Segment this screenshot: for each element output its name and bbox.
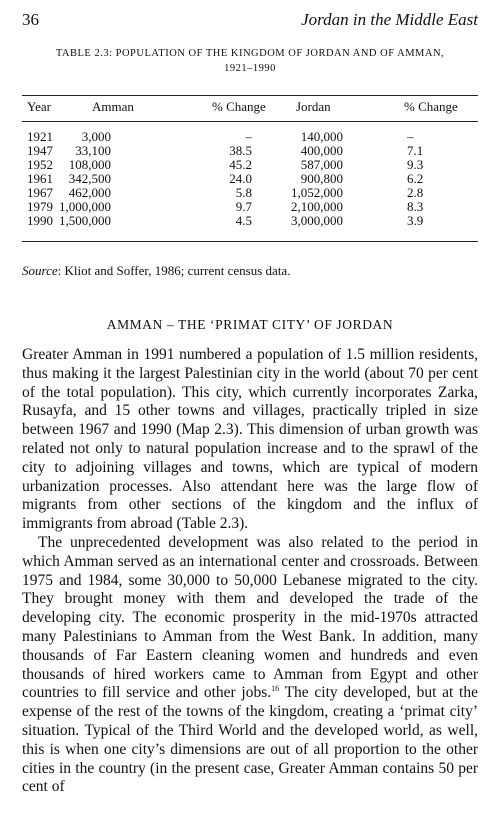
column-header-jordan: Jordan <box>296 99 331 114</box>
table-source-note <box>22 263 478 279</box>
cell-jordan: 1,052,000 <box>291 185 343 200</box>
cell-jordan: 140,000 <box>300 129 343 144</box>
column-header-amman: Amman <box>92 99 134 114</box>
page-number: 36 <box>22 10 39 29</box>
running-title: Jordan in the Middle East <box>301 10 478 29</box>
table-caption-line: TABLE 2.3: POPULATION OF THE KINGDOM OF JORDAN AND OF AMMAN, <box>55 48 445 59</box>
source-text: : Kliot and Soffer, 1986; current census data. <box>57 263 291 278</box>
cell-amman-change: 24.0 <box>229 171 252 186</box>
cell-year: 1921 <box>27 129 53 144</box>
table-row <box>22 200 478 214</box>
cell-amman: 1,500,000 <box>59 213 111 228</box>
cell-jordan: 400,000 <box>300 143 343 158</box>
table-row <box>22 172 478 186</box>
cell-amman: 1,000,000 <box>59 199 111 214</box>
column-header-jordan-change: % Change <box>404 99 458 114</box>
cell-amman: 108,000 <box>68 157 111 172</box>
cell-amman-change: 5.8 <box>235 185 252 200</box>
table-header-row <box>22 99 478 115</box>
cell-jordan-change: – <box>407 129 414 144</box>
cell-amman: 3,000 <box>81 129 111 144</box>
cell-year: 1979 <box>27 199 53 214</box>
cell-amman: 462,000 <box>68 185 111 200</box>
cell-year: 1961 <box>27 171 53 186</box>
footnote-reference: 16 <box>271 684 280 694</box>
table-top-rule <box>22 95 478 96</box>
cell-year: 1952 <box>27 157 53 172</box>
cell-jordan: 900,800 <box>300 171 343 186</box>
paragraph <box>22 534 478 797</box>
cell-jordan-change: 7.1 <box>407 143 424 158</box>
table-row <box>22 130 478 144</box>
cell-amman-change: 9.7 <box>235 199 252 214</box>
table-header-rule <box>22 121 478 122</box>
table-caption <box>30 46 470 76</box>
page-header <box>22 10 478 32</box>
cell-jordan-change: 6.2 <box>407 171 424 186</box>
table-row <box>22 214 478 228</box>
cell-jordan: 587,000 <box>300 157 343 172</box>
table-caption-years: 1921–1990 <box>224 63 276 74</box>
paragraph: Greater Amman in 1991 numbered a population of 1.5 million residents, thus making it the largest Palestinian city in the world (about 70 per cent of the total population). This city, which currently incorporates Zarka, Rusayfa, and 15 other towns and villages, practically tripled in size between 1967 and 1990 (Map 2.3). This dimension of urban growth was related not only to natural population increase and to the sprawl of the city to adjoining villages and towns, which are typical of modern urbanization processes. Also attendant here was the large flow of migrants from other sections of the kingdom and the influx of immigrants from abroad (Table 2.3). <box>22 346 478 533</box>
table-row <box>22 144 478 158</box>
cell-jordan-change: 9.3 <box>407 157 424 172</box>
cell-amman-change: 38.5 <box>229 143 252 158</box>
cell-amman-change: 4.5 <box>235 213 252 228</box>
column-header-amman-change: % Change <box>212 99 266 114</box>
body-text <box>22 346 478 797</box>
cell-jordan-change: 3.9 <box>407 213 424 228</box>
cell-jordan-change: 8.3 <box>407 199 424 214</box>
cell-year: 1947 <box>27 143 53 158</box>
section-heading: AMMAN – THE ‘PRIMAT CITY’ OF JORDAN <box>106 317 394 332</box>
cell-year: 1990 <box>27 213 53 228</box>
cell-amman: 33,100 <box>75 143 111 158</box>
table-row <box>22 158 478 172</box>
column-header-year: Year <box>27 99 51 114</box>
source-label: Source <box>22 263 58 278</box>
table-bottom-rule <box>22 241 478 242</box>
paragraph-text: The unprecedented development was also related to the period in which Amman served as an international center and crossroads. Between 1975 and 1984, some 30,000 to 50,000 Lebanese migrated to the city. They brought money with them and developed the trade of the developing city. The economic prosperity in the mid-1970s attracted many Palestinians to Amman from the West Bank. In addition, many thousands of Far Eastern cleaning women and hundreds and even thousands of hired workers came to Amman from Egypt and other countries to fill service and other jobs. <box>22 533 478 702</box>
cell-amman-change: – <box>245 129 252 144</box>
cell-year: 1967 <box>27 185 53 200</box>
cell-amman-change: 45.2 <box>229 157 252 172</box>
cell-jordan: 2,100,000 <box>291 199 343 214</box>
cell-jordan: 3,000,000 <box>291 213 343 228</box>
table-row <box>22 186 478 200</box>
cell-amman: 342,500 <box>68 171 111 186</box>
paragraph-continuation: The city developed, but at the expense of the rest of the towns of the kingdom, creating a ‘primat city’ situation. Typical of the Third World and the developed world, as well, this is when one city’s dimensions are out of all proportion to the other cities in the country (in the present case, Greater Amman contains 50 per cent of <box>22 684 478 796</box>
cell-jordan-change: 2.8 <box>407 185 424 200</box>
